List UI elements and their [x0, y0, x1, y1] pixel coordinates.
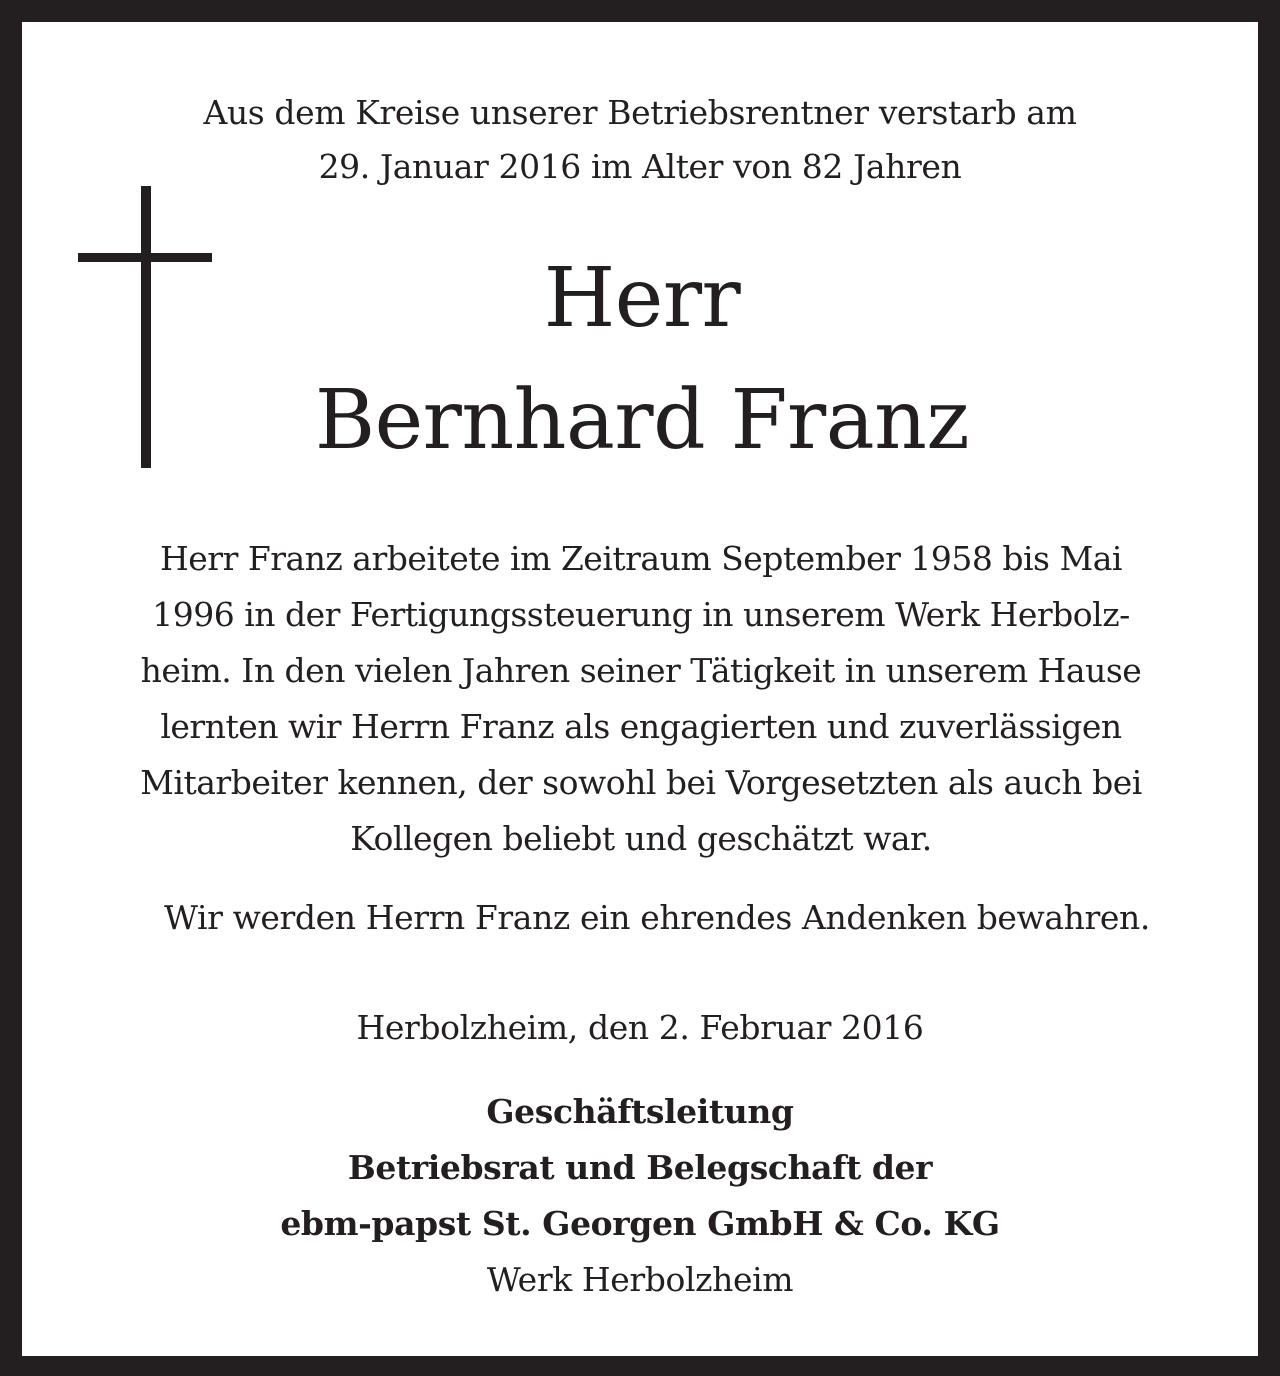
tribute-line: Herr Franz arbeitete im Zeitraum September 1958 bis Mai — [159, 539, 1122, 578]
closing-sentence: Wir werden Herrn Franz ein ehrendes Andenken bewahren. — [164, 898, 1150, 937]
signature-line-works-council: Betriebsrat und Belegschaft der — [347, 1148, 933, 1187]
deceased-title: Herr — [543, 251, 741, 346]
tribute-text — [96, 531, 1186, 867]
tribute-line: Mitarbeiter kennen, der sowohl bei Vorgesetzten als auch bei — [140, 763, 1142, 802]
tribute-line: lernten wir Herrn Franz als engagierten und zuverlässigen — [160, 707, 1122, 746]
signature-line-plant: Werk Herbolzheim — [486, 1260, 794, 1299]
intro-line: Aus dem Kreise unserer Betriebsrentner verstarb am — [203, 93, 1077, 132]
obituary-notice — [22, 22, 1258, 1356]
tribute-line: Kollegen beliebt und geschätzt war. — [350, 819, 932, 858]
signature-line-management: Geschäftsleitung — [486, 1092, 794, 1131]
signature-line-company: ebm-papst St. Georgen GmbH & Co. KG — [280, 1204, 1000, 1243]
place-and-date: Herbolzheim, den 2. Februar 2016 — [356, 1008, 924, 1047]
intro-line: 29. Januar 2016 im Alter von 82 Jahren — [318, 147, 962, 186]
cross-icon — [78, 186, 212, 468]
signature-block — [122, 1084, 1158, 1308]
intro-text — [122, 86, 1158, 194]
tribute-line: 1996 in der Fertigungssteuerung in unserem Werk Herbolz- — [152, 595, 1130, 634]
deceased-name: Bernhard Franz — [314, 373, 970, 468]
tribute-line: heim. In den vielen Jahren seiner Tätigkeit in unserem Hause — [140, 651, 1142, 690]
